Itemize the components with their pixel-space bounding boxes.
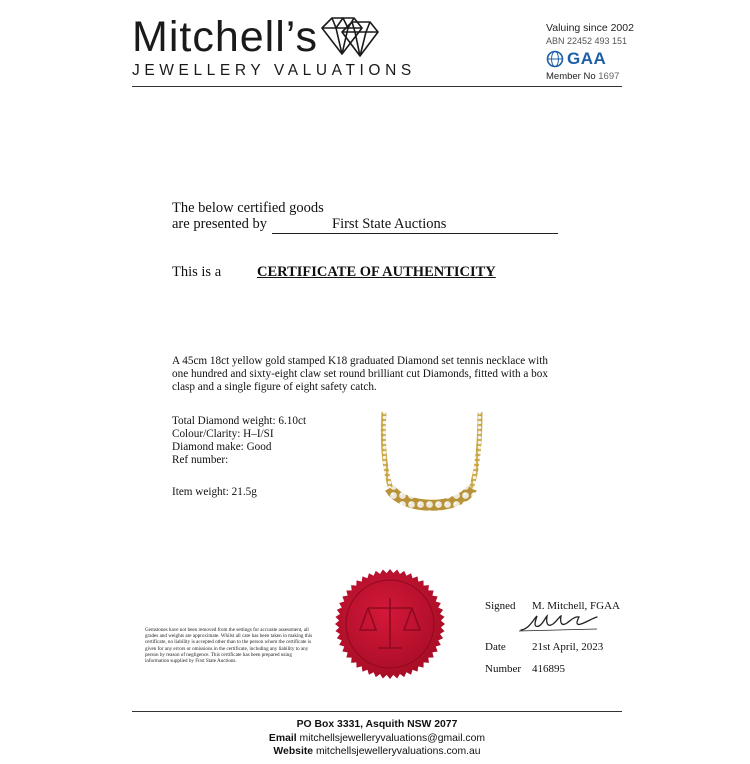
brand-subtitle: JEWELLERY VALUATIONS — [132, 62, 416, 79]
member-number — [546, 71, 634, 82]
spec-colour-clarity: Colour/Clarity: H–I/SI — [172, 428, 274, 441]
gaa-logo-text: GAA — [567, 49, 607, 68]
date-label: Date — [485, 641, 506, 653]
signed-label: Signed — [485, 600, 516, 612]
presenter-name: First State Auctions — [332, 216, 447, 232]
footer — [132, 718, 622, 759]
intro-line-1: The below certified goods — [172, 200, 324, 216]
brand-name: Mitchell’s — [132, 13, 319, 61]
header-credentials — [546, 22, 634, 82]
presenter-field — [272, 216, 558, 234]
item-description: A 45cm 18ct yellow gold stamped K18 graduated Diamond set tennis necklace with one hundred and sixty-eight claw set round brilliant cut Diamonds, fitted with a box clasp and a single figure of eight safety catch. — [172, 355, 548, 394]
member-label: Member No — [546, 71, 596, 82]
spec-total-diamond-weight: Total Diamond weight: 6.10ct — [172, 415, 307, 427]
email-label: Email — [268, 732, 297, 744]
necklace-image — [362, 410, 498, 520]
gaa-logo — [546, 49, 634, 69]
spec-diamond-make: Diamond make: Good — [172, 441, 272, 454]
valuing-since: Valuing since 2002 — [546, 22, 634, 34]
signed-value: M. Mitchell, FGAA — [532, 600, 620, 612]
footer-address: PO Box 3331, Asquith NSW 2077 — [296, 719, 458, 730]
gaa-globe-icon — [546, 50, 564, 68]
member-value: 1697 — [598, 71, 620, 82]
abn-number: ABN 22452 493 151 — [546, 36, 628, 46]
handwritten-signature — [519, 612, 599, 634]
intro-line-2: are presented by — [172, 216, 268, 232]
footer-email — [132, 732, 622, 746]
item-weight: Item weight: 21.5g — [172, 486, 257, 498]
number-label: Number — [485, 663, 522, 675]
item-specs — [172, 415, 306, 467]
diamond-icon — [318, 16, 380, 58]
certificate-title: CERTIFICATE OF AUTHENTICITY — [257, 264, 496, 280]
footer-website — [132, 745, 622, 759]
website-label: Website — [273, 746, 314, 758]
header-divider — [132, 86, 622, 87]
email-link[interactable]: mitchellsjewelleryvaluations@gmail.com — [299, 732, 486, 744]
number-value: 416895 — [532, 663, 565, 675]
website-link[interactable]: mitchellsjewelleryvaluations.com.au — [315, 746, 481, 758]
this-is-label: This is a — [172, 264, 222, 280]
disclaimer-text: Gemstones have not been removed from the settings for accurate assessment, all grades and weights are approximate. Whilst all care has been taken in making this certificate, no liability is accepted other than to the person whom the certificate is given for any errors or omissions in the certificate, including any liability to any person by reason of negligence. This certificate has been prepared using information supplied by First State Auctions. — [145, 627, 313, 665]
spec-ref-number: Ref number: — [172, 454, 229, 467]
wax-seal-icon — [334, 568, 446, 680]
footer-divider — [132, 711, 622, 712]
date-value: 21st April, 2023 — [532, 641, 604, 653]
